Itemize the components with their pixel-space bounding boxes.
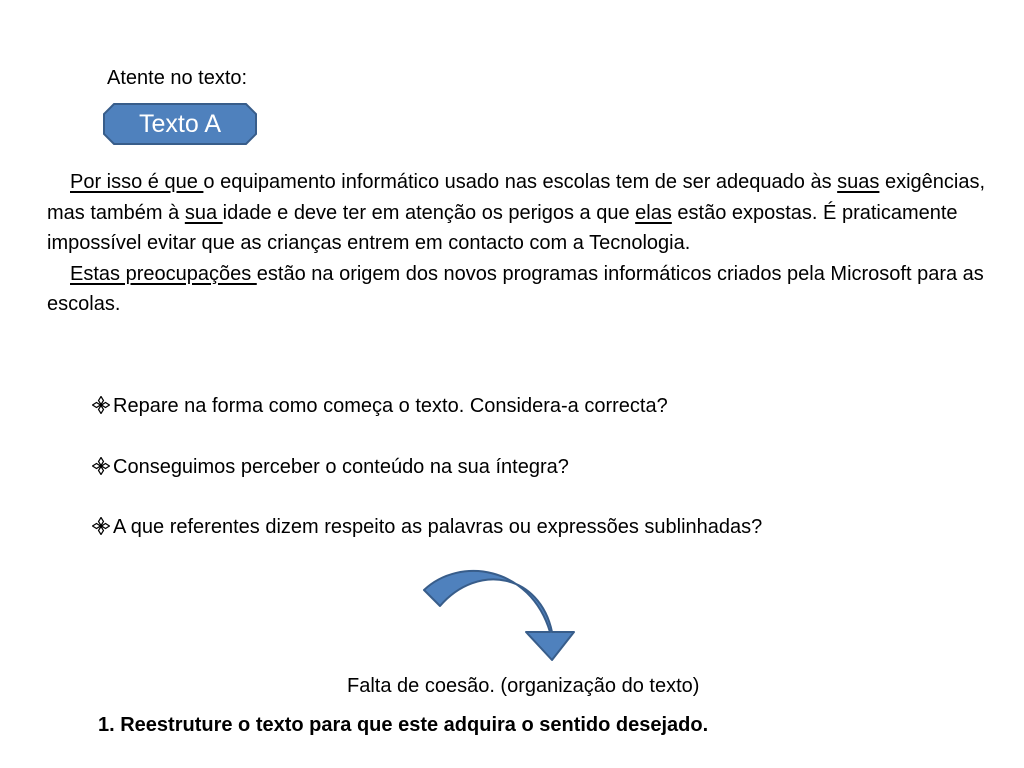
question-2 [92,453,569,481]
passage-paragraph-1 [47,167,1013,259]
passage-segment: estão expostas. É praticamente impossível evitar que as crianças entrem em contacto com a Tecnologia. [47,201,958,254]
passage-segment: suas [837,171,880,193]
question-1 [92,392,668,420]
question-text: A que referentes dizem respeito as palavras ou expressões sublinhadas? [113,516,763,538]
question-text: Conseguimos perceber o conteúdo na sua íntegra? [113,456,569,478]
intro-text: Atente no texto: [107,67,248,89]
label-text: Texto A [139,110,221,138]
curved-down-arrow-icon [420,560,580,664]
four-diamond-bullet-icon [92,517,110,535]
passage-paragraph-2 [47,259,1013,320]
question-3 [92,513,762,541]
texto-a-label [102,102,258,146]
passage-segment: o equipamento informático usado nas escolas tem de ser adequado às [203,171,838,193]
question-text: Repare na forma como começa o texto. Considera-a correcta? [113,395,668,417]
passage-segment: Estas preocupações [70,262,257,285]
conclusion-text: Falta de coesão. (organização do texto) [347,675,700,697]
passage-segment: elas [635,201,672,224]
passage-segment: Por isso é que [70,171,204,193]
passage-segment: exigências, mas também à [47,171,986,224]
text-passage [47,167,1013,320]
four-diamond-bullet-icon [92,396,110,414]
four-diamond-bullet-icon [92,457,110,475]
passage-segment: sua [184,201,223,224]
task-instruction: 1. Reestruture o texto para que este adquira o sentido desejado. [98,714,709,736]
passage-segment: idade e deve ter em atenção os perigos a que [222,201,636,224]
passage-segment: estão na origem dos novos programas informáticos criados pela Microsoft para as escolas. [47,262,984,315]
